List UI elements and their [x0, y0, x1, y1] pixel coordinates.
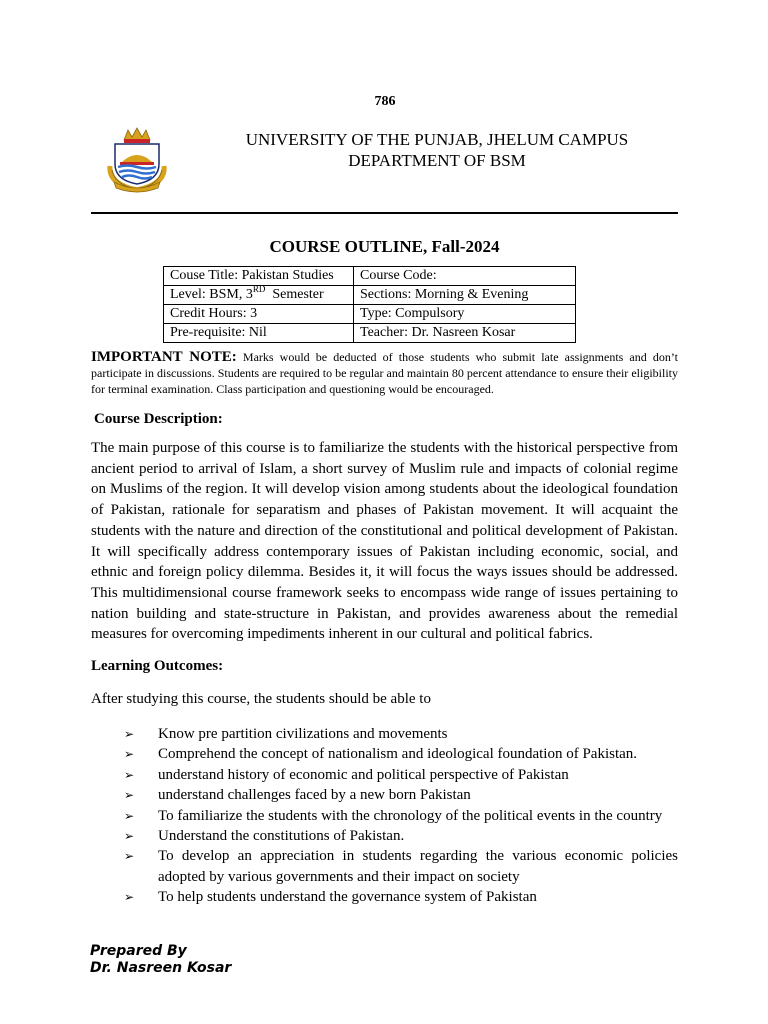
level-cell — [164, 286, 354, 305]
credit-hours-cell: Credit Hours: 3 — [164, 305, 354, 324]
level-text: Level: BSM, 3 — [170, 287, 253, 302]
table-row — [164, 286, 576, 305]
department-name: DEPARTMENT OF BSM — [348, 151, 526, 170]
table-row — [164, 267, 576, 286]
list-item-text: To familiarize the students with the chronology of the political events in the country — [158, 807, 663, 824]
university-crest-icon — [102, 126, 172, 194]
list-item-text: understand history of economic and political perspective of Pakistan — [158, 766, 569, 783]
arrow-bullet-icon: ➢ — [124, 747, 135, 762]
teacher-cell: Teacher: Dr. Nasreen Kosar — [354, 324, 576, 343]
important-note-label: IMPORTANT NOTE: — [91, 349, 237, 365]
list-item — [124, 765, 678, 785]
list-item — [124, 785, 678, 805]
important-note — [91, 349, 678, 397]
list-item-text: Know pre partition civilizations and movements — [158, 726, 448, 742]
learning-outcomes-heading: Learning Outcomes: — [91, 658, 224, 674]
sections-cell: Sections: Morning & Evening — [354, 286, 576, 305]
list-item — [124, 826, 678, 846]
table-row — [164, 324, 576, 343]
arrow-bullet-icon: ➢ — [124, 849, 135, 864]
arrow-bullet-icon: ➢ — [124, 808, 135, 823]
header-divider — [91, 212, 678, 214]
outline-title: COURSE OUTLINE, Fall-2024 — [269, 237, 500, 256]
author-name: Dr. Nasreen Kosar — [90, 960, 232, 976]
list-item-text: To help students understand the governance system of Pakistan — [158, 889, 537, 906]
university-heading — [200, 129, 674, 171]
level-semester: Semester — [265, 287, 324, 302]
learning-outcomes-list — [124, 724, 678, 908]
header-number: 786 — [374, 94, 396, 109]
type-cell: Type: Compulsory — [354, 305, 576, 324]
learning-outcomes-intro: After studying this course, the students should be able to — [91, 691, 431, 707]
list-item-text: understand challenges faced by a new born Pakistan — [158, 787, 471, 804]
list-item — [124, 806, 678, 826]
prepared-by-block — [90, 943, 231, 977]
list-item — [124, 724, 678, 744]
important-note-text: Marks would be deducted of those students who submit late assignments and don’t participate in discussions. Students are required to be regular and maintain 80 percent attendance to ensure their eligibility for terminal examination. Class participation and questioning would be encouraged. — [91, 350, 678, 396]
level-superscript: RD — [252, 284, 266, 294]
list-item — [124, 887, 678, 907]
list-item-text: To develop an appreciation in students regarding the various economic policies adopted by various governments and their impact on society — [158, 848, 678, 885]
course-description-text: The main purpose of this course is to familiarize the students with the historical perspective from ancient period to arrival of Islam, a short survey of Muslim rule and impacts of colonial regime on Muslims of the region. It will develop vision among students about the ideological foundation of Pakistan, rationale for separatism and phases of Pakistan movement. It will acquaint the students with the nature and direction of the constitutional and political development of Pakistan. It will specifically address contemporary issues of Pakistan including economic, social, and ethnic and foreign policy dilemma. Besides it, it will focus the ways issues should be addressed. This multidimensional course framework seeks to encompass wide range of issues pertaining to nation building and state-structure in Pakistan, and provides awareness about the remedial measures for overcoming impediments inherent in our cultural and political fabrics. — [91, 440, 678, 643]
list-item-text: Understand the constitutions of Pakistan. — [158, 828, 405, 845]
list-item-text: Comprehend the concept of nationalism and ideological foundation of Pakistan. — [158, 746, 638, 763]
prepared-by-label: Prepared By — [90, 943, 187, 959]
arrow-bullet-icon: ➢ — [124, 727, 135, 741]
table-row — [164, 305, 576, 324]
university-name: UNIVERSITY OF THE PUNJAB, JHELUM CAMPUS — [245, 130, 629, 149]
list-item — [124, 744, 678, 764]
prerequisite-cell: Pre-requisite: Nil — [164, 324, 354, 343]
arrow-bullet-icon: ➢ — [124, 767, 135, 782]
course-info-table — [163, 266, 576, 343]
arrow-bullet-icon: ➢ — [124, 788, 135, 803]
course-title-cell: Couse Title: Pakistan Studies — [164, 267, 354, 286]
arrow-bullet-icon: ➢ — [124, 829, 135, 844]
list-item — [124, 846, 678, 887]
course-code-cell: Course Code: — [354, 267, 576, 286]
course-description-heading: Course Description: — [94, 411, 223, 427]
arrow-bullet-icon: ➢ — [124, 890, 135, 905]
